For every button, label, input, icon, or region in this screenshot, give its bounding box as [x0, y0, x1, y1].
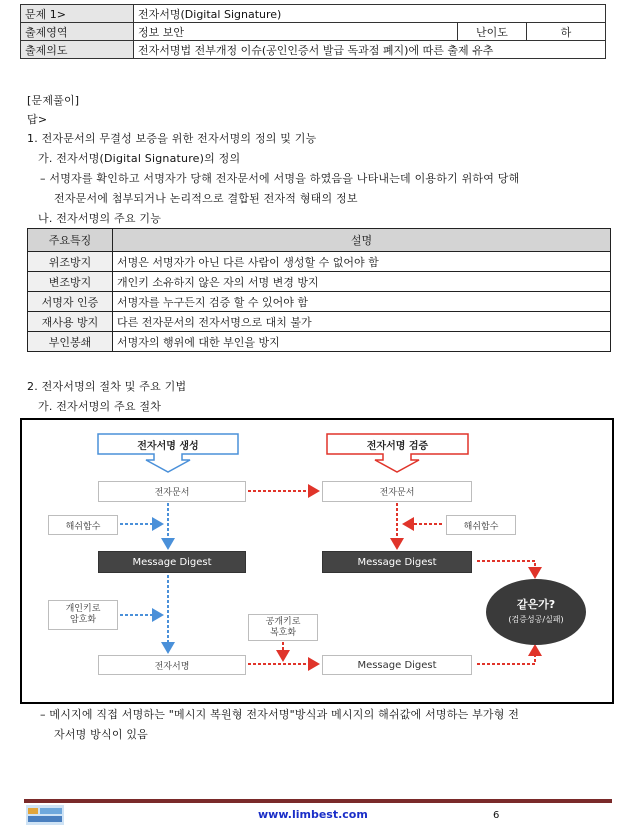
- privkey-box: 개인키로 암호화: [48, 600, 118, 630]
- intent-value: 전자서명법 전부개정 이슈(공인인증서 발급 독과점 폐지)에 따른 출제 유추: [134, 41, 606, 59]
- feature-key: 재사용 방지: [28, 312, 113, 332]
- compare-title: 같은가?: [516, 598, 556, 611]
- doc-right-box: 전자문서: [322, 481, 472, 502]
- arrow-bottom-to-compare: [477, 646, 535, 664]
- definition-line1: – 서명자를 확인하고 서명자가 당해 전자문서에 서명을 하였음을 나타내는데 이용하기 위하여 당해: [40, 172, 520, 185]
- create-title: 전자서명 생성: [137, 441, 199, 452]
- feature-desc: 서명자의 행위에 대한 부인을 방지: [113, 332, 611, 352]
- arrow-digest-to-compare: [477, 561, 535, 577]
- table-row: [28, 292, 611, 312]
- feature-key: 서명자 인증: [28, 292, 113, 312]
- signature-process-diagram: [20, 418, 614, 704]
- note-line2: 자서명 방식이 있음: [54, 728, 149, 741]
- hash-left-box: 해쉬함수: [48, 515, 118, 535]
- digest-right-box: Message Digest: [322, 551, 472, 573]
- doc-left-box: 전자문서: [98, 481, 246, 502]
- footer-url-link[interactable]: www.limbest.com: [258, 808, 368, 821]
- digest-left-box: Message Digest: [98, 551, 246, 573]
- question-value: 전자서명(Digital Signature): [134, 5, 606, 23]
- feature-key: 부인봉쇄: [28, 332, 113, 352]
- header-table: [20, 4, 606, 59]
- answer-label: 답>: [27, 113, 48, 126]
- question-label: 문제 1>: [21, 5, 134, 23]
- section1-title: 1. 전자문서의 무결성 보증을 위한 전자서명의 정의 및 기능: [27, 132, 317, 145]
- table-row: [28, 272, 611, 292]
- area-label: 출제영역: [21, 23, 134, 41]
- feature-key: 변조방지: [28, 272, 113, 292]
- table-row: [28, 332, 611, 352]
- signature-box: 전자서명: [98, 655, 246, 675]
- table-row: [28, 312, 611, 332]
- area-value: 정보 보안: [134, 23, 458, 41]
- table-row: [28, 252, 611, 272]
- feature-desc: 서명자를 누구든지 검증 할 수 있어야 함: [113, 292, 611, 312]
- solution-heading: [문제풀이]: [27, 94, 80, 107]
- footer-divider: [24, 799, 612, 803]
- sub-2a-title: 가. 전자서명의 주요 절차: [38, 400, 162, 413]
- sub-a-title: 가. 전자서명(Digital Signature)의 정의: [38, 152, 241, 165]
- definition-line2: 전자문서에 첨부되거나 논리적으로 결합된 전자적 형태의 정보: [54, 192, 358, 205]
- difficulty-label: 난이도: [458, 23, 527, 41]
- difficulty-value: 하: [527, 23, 606, 41]
- hash-right-box: 해쉬함수: [446, 515, 516, 535]
- logo-icon: [26, 805, 64, 825]
- digest-bottom-box: Message Digest: [322, 655, 472, 675]
- feature-desc: 서명은 서명자가 아닌 다른 사람이 생성할 수 없어야 함: [113, 252, 611, 272]
- page-number: 6: [493, 810, 500, 821]
- sub-b-title: 나. 전자서명의 주요 기능: [38, 212, 162, 225]
- verify-title: 전자서명 검증: [366, 441, 429, 452]
- pubkey-box: 공개키로 복호화: [248, 614, 318, 641]
- feature-desc: 개인키 소유하지 않은 자의 서명 변경 방지: [113, 272, 611, 292]
- feature-desc: 다른 전자문서의 전자서명으로 대치 불가: [113, 312, 611, 332]
- features-header-desc: 설명: [113, 229, 611, 252]
- features-table: [27, 228, 611, 352]
- section2-title: 2. 전자서명의 절차 및 주요 기법: [27, 380, 187, 393]
- features-header-key: 주요특징: [28, 229, 113, 252]
- note-line1: – 메시지에 직접 서명하는 "메시지 복원형 전자서명"방식과 메시지의 해쉬값에 서명하는 부가형 전: [40, 708, 520, 721]
- feature-key: 위조방지: [28, 252, 113, 272]
- compare-subtitle: (검증성공/실패): [508, 614, 564, 624]
- intent-label: 출제의도: [21, 41, 134, 59]
